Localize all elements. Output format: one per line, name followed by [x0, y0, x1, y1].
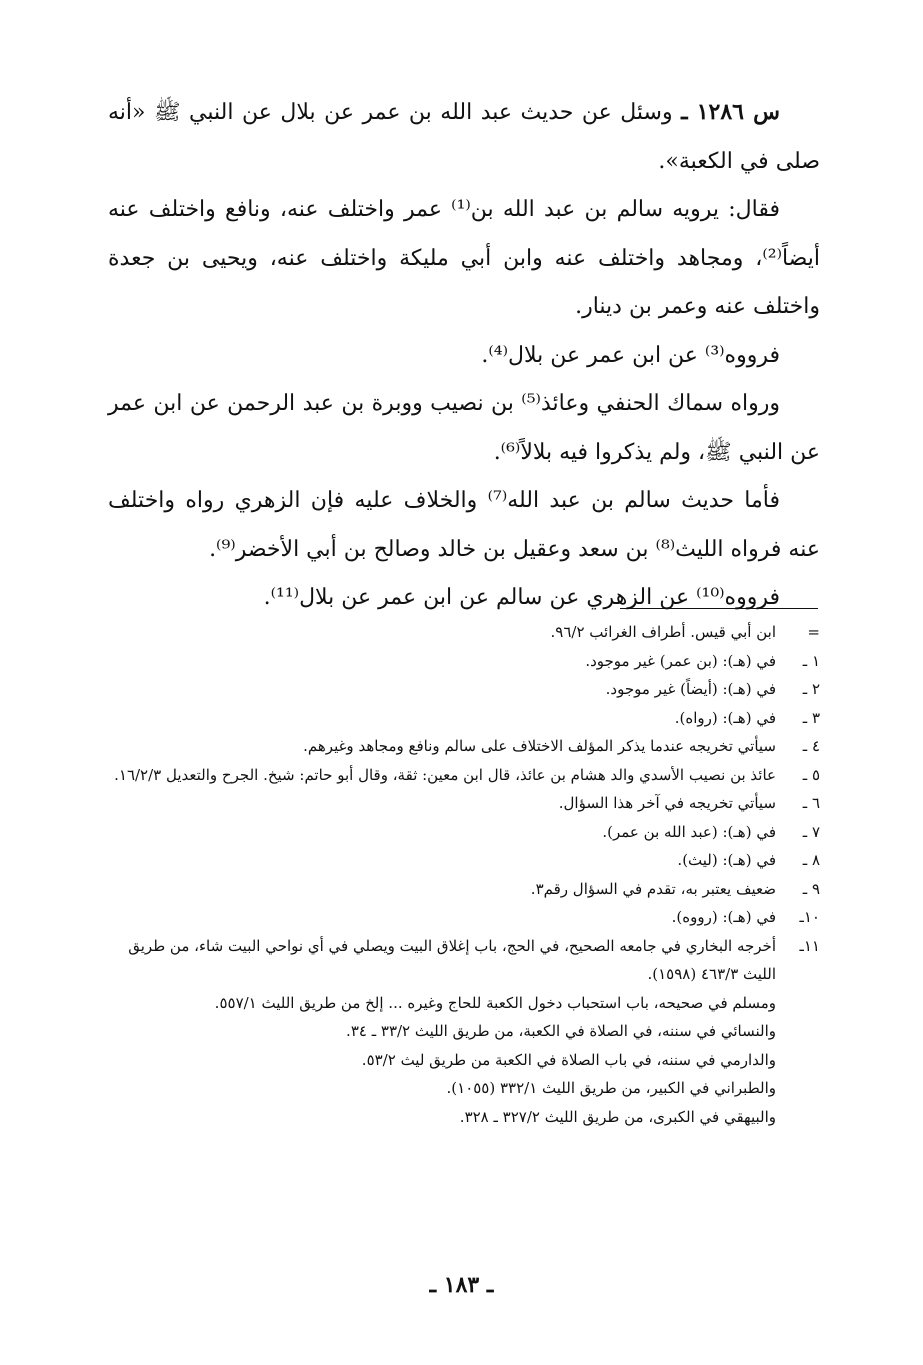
- footnote-number: ٧ ـ: [802, 822, 820, 841]
- footnote-text: ابن أبي قيس. أطراف الغرائب ٩٦/٢.: [550, 623, 776, 641]
- footnote-text: أخرجه البخاري في جامعه الصحيح، في الحج، باب إغلاق البيت ويصلي في أي نواحي البيت شاء، من طريق الليث ٤٦٣/٣ (١٥٩٨).: [128, 936, 776, 983]
- footnote-text: في (هـ): (بن عمر) غير موجود.: [585, 651, 776, 670]
- footnote-11-continuation-5: والبيهقي في الكبرى، من طريق الليث ٣٢٧/٢ ـ ٣٢٨.: [459, 1107, 776, 1126]
- footnote-text: في (هـ): (أيضاً) غير موجود.: [605, 680, 776, 698]
- footnote-3: [108, 704, 820, 733]
- footnote-text: عائذ بن نصيب الأسدي والد هشام بن عائذ، قال ابن معين: ثقة، وقال أبو حاتم: شيخ. الجرح والتعديل ١٦/٢/٣.: [114, 765, 776, 784]
- footnote-11-continuation-4: والطبراني في الكبير، من طريق الليث ٣٣٢/١ (١٠٥٥).: [446, 1079, 776, 1097]
- footnote-11-continuation-3: والدارمي في سننه، في باب الصلاة في الكعبة من طريق ليث ٥٣/٢.: [361, 1050, 776, 1069]
- footnote-11-continuation-2: والنسائي في سننه، في الصلاة في الكعبة، من طريق الليث ٣٣/٢ ـ ٣٤.: [346, 1022, 776, 1040]
- footnote-8: [108, 846, 820, 875]
- footnote-11-continuation-1: ومسلم في صحيحه، باب استحباب دخول الكعبة للحاج وغيره ... إلخ من طريق الليث ٥٥٧/١.: [214, 993, 776, 1012]
- page-number: ـ ١٨٣ ـ: [429, 1272, 494, 1298]
- question-text: وسئل عن حديث عبد الله بن عمر عن بلال عن النبي ﷺ «أنه صلى في الكعبة».: [108, 100, 820, 174]
- footnote-carryover: [108, 618, 820, 647]
- footnote-separator: [620, 608, 818, 609]
- footnote-number: ٩ ـ: [802, 879, 820, 898]
- footnote-number: ٢ ـ: [802, 680, 820, 698]
- footnote-10: [108, 903, 820, 932]
- footnote-4: [108, 732, 820, 761]
- footnote-number: ٣ ـ: [802, 708, 820, 727]
- footnote-number: ٤ ـ: [802, 737, 820, 755]
- narration-paragraph-4: فرووه⁽¹⁰⁾ عن الزهري عن سالم عن ابن عمر عن بلال⁽¹¹⁾.: [263, 585, 780, 610]
- footnote-number: ٨ ـ: [802, 851, 820, 869]
- footnote-number: =: [807, 623, 820, 641]
- footnote-text: في (هـ): (رووه).: [671, 908, 776, 926]
- question-paragraph: [108, 88, 820, 186]
- footnote-number: ٥ ـ: [802, 765, 820, 784]
- footnote-text: سيأتي تخريجه في آخر هذا السؤال.: [558, 794, 776, 812]
- footnote-text: في (هـ): (عبد الله بن عمر).: [602, 822, 776, 841]
- footnote-11: [108, 932, 820, 989]
- main-text: [108, 88, 820, 623]
- footnote-9: [108, 875, 820, 904]
- footnote-5: [108, 761, 820, 790]
- footnote-number: ١١ـ: [799, 936, 820, 955]
- question-number: س ١٢٨٦ ـ: [681, 99, 781, 125]
- footnote-text: ضعيف يعتبر به، تقدم في السؤال رقم٣.: [530, 879, 776, 898]
- narration-paragraph-2: ورواه سماك الحنفي وعائذ⁽⁵⁾ بن نصيب ووبرة بن عبد الرحمن عن ابن عمر عن النبي ﷺ، ولم يذكروا فيه بلالاً⁽⁶⁾.: [108, 391, 820, 465]
- narration-paragraph-1: فرووه⁽³⁾ عن ابن عمر عن بلال⁽⁴⁾.: [481, 342, 780, 368]
- footnote-6: [108, 789, 820, 818]
- footnote-number: ١ ـ: [802, 651, 820, 670]
- footnote-number: ٦ ـ: [802, 794, 820, 812]
- narration-paragraph-3: فأما حديث سالم بن عبد الله⁽⁷⁾ والخلاف عليه فإن الزهري رواه واختلف عنه فرواه الليث⁽⁸⁾ بن سعد وعقيل بن خالد وصالح بن أبي الأخضر⁽⁹⁾.: [108, 488, 820, 562]
- footnote-2: [108, 675, 820, 704]
- answer-paragraph: فقال: يرويه سالم بن عبد الله بن⁽¹⁾ عمر واختلف عنه، ونافع واختلف عنه أيضاً⁽²⁾، ومجاهد واختلف عنه وابن أبي مليكة واختلف عنه، ويحيى بن جعدة واختلف عنه وعمر بن دينار.: [108, 197, 820, 319]
- footnote-text: سيأتي تخريجه عندما يذكر المؤلف الاختلاف على سالم ونافع ومجاهد وغيرهم.: [303, 737, 776, 755]
- footnote-text: في (هـ): (رواه).: [674, 708, 776, 727]
- footnote-7: [108, 818, 820, 847]
- footnote-text: في (هـ): (ليث).: [677, 851, 776, 869]
- footnote-number: ١٠ـ: [799, 908, 820, 926]
- footnote-1: [108, 647, 820, 676]
- footnotes: [108, 618, 820, 1131]
